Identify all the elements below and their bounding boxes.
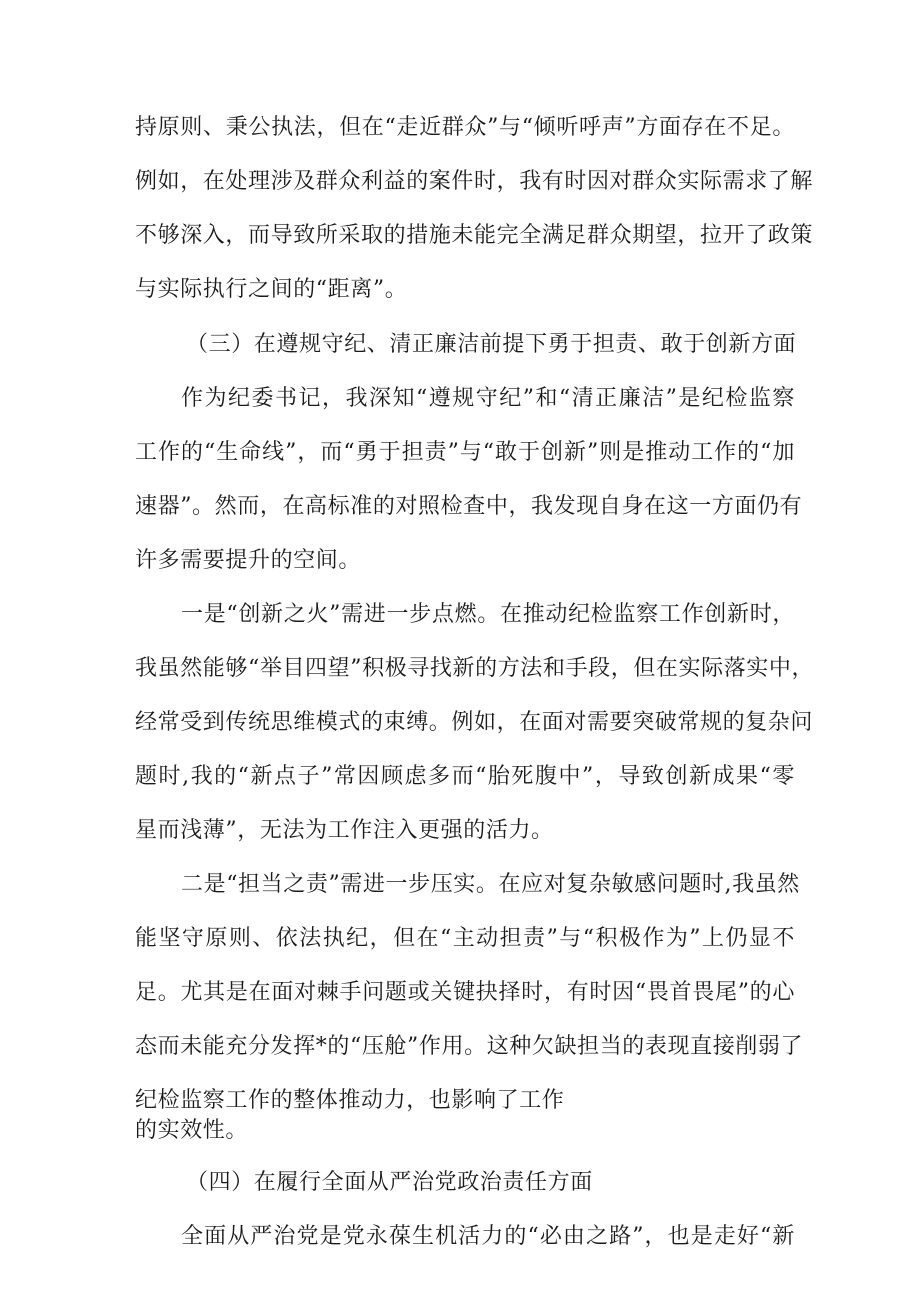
text-line: 经常受到传统思维模式的束缚。例如，在面对需要突破常规的复杂问 [135,710,814,735]
text-line: 工作的“生命线”，而“勇于担责”与“敢于创新”则是推动工作的“加 [135,440,795,465]
text-line: 例如，在处理涉及群众利益的案件时，我有时因对群众实际需求了解 [135,169,814,194]
text-line: 态而未能充分发挥*的“压舱”作用。这种欠缺担当的表现直接削弱了 [135,1034,804,1059]
text-line: 能坚守原则、依法执纪，但在“主动担责”与“积极作为”上仍显不 [135,926,795,951]
paragraph-first-line: 一是“创新之火”需进一步点燃。在推动纪检监察工作创新时， [181,602,795,627]
paragraph-first-line: 作为纪委书记，我深知“遵规守纪”和“清正廉洁”是纪检监察 [181,386,795,411]
text-line: 我虽然能够“举目四望”积极寻找新的方法和手段，但在实际落实中， [135,656,815,681]
text-line: 速器”。然而，在高标准的对照检查中，我发现自身在这一方面仍有 [135,494,803,519]
text-line: 的实效性。 [135,1118,249,1143]
text-line: 纪检监察工作的整体推动力，也影响了工作 [135,1088,565,1113]
text-line: 题时,我的“新点子”常因顾虑多而“胎死腹中”，导致创新成果“零 [135,764,795,789]
section-heading: （三）在遵规守纪、清正廉洁前提下勇于担责、敢于创新方面 [186,332,797,357]
paragraph-first-line: 全面从严治党是党永葆生机活力的“必由之路”，也是走好“新 [181,1224,795,1249]
text-line: 许多需要提升的空间。 [135,548,362,573]
text-line: 持原则、秉公执法，但在“走近群众”与“倾听呼声”方面存在不足。 [135,115,795,140]
paragraph-first-line: 二是“担当之责”需进一步压实。在应对复杂敏感问题时,我虽然 [181,872,800,897]
section-heading: （四）在履行全面从严治党政治责任方面 [186,1170,593,1195]
text-line: 不够深入，而导致所采取的措施未能完全满足群众期望，拉开了政策 [135,223,814,248]
text-line: 星而浅薄”，无法为工作注入更强的活力。 [135,818,554,843]
text-line: 足。尤其是在面对棘手问题或关键抉择时，有时因“畏首畏尾”的心 [135,980,795,1005]
text-line: 与实际执行之间的“距离”。 [135,277,408,302]
